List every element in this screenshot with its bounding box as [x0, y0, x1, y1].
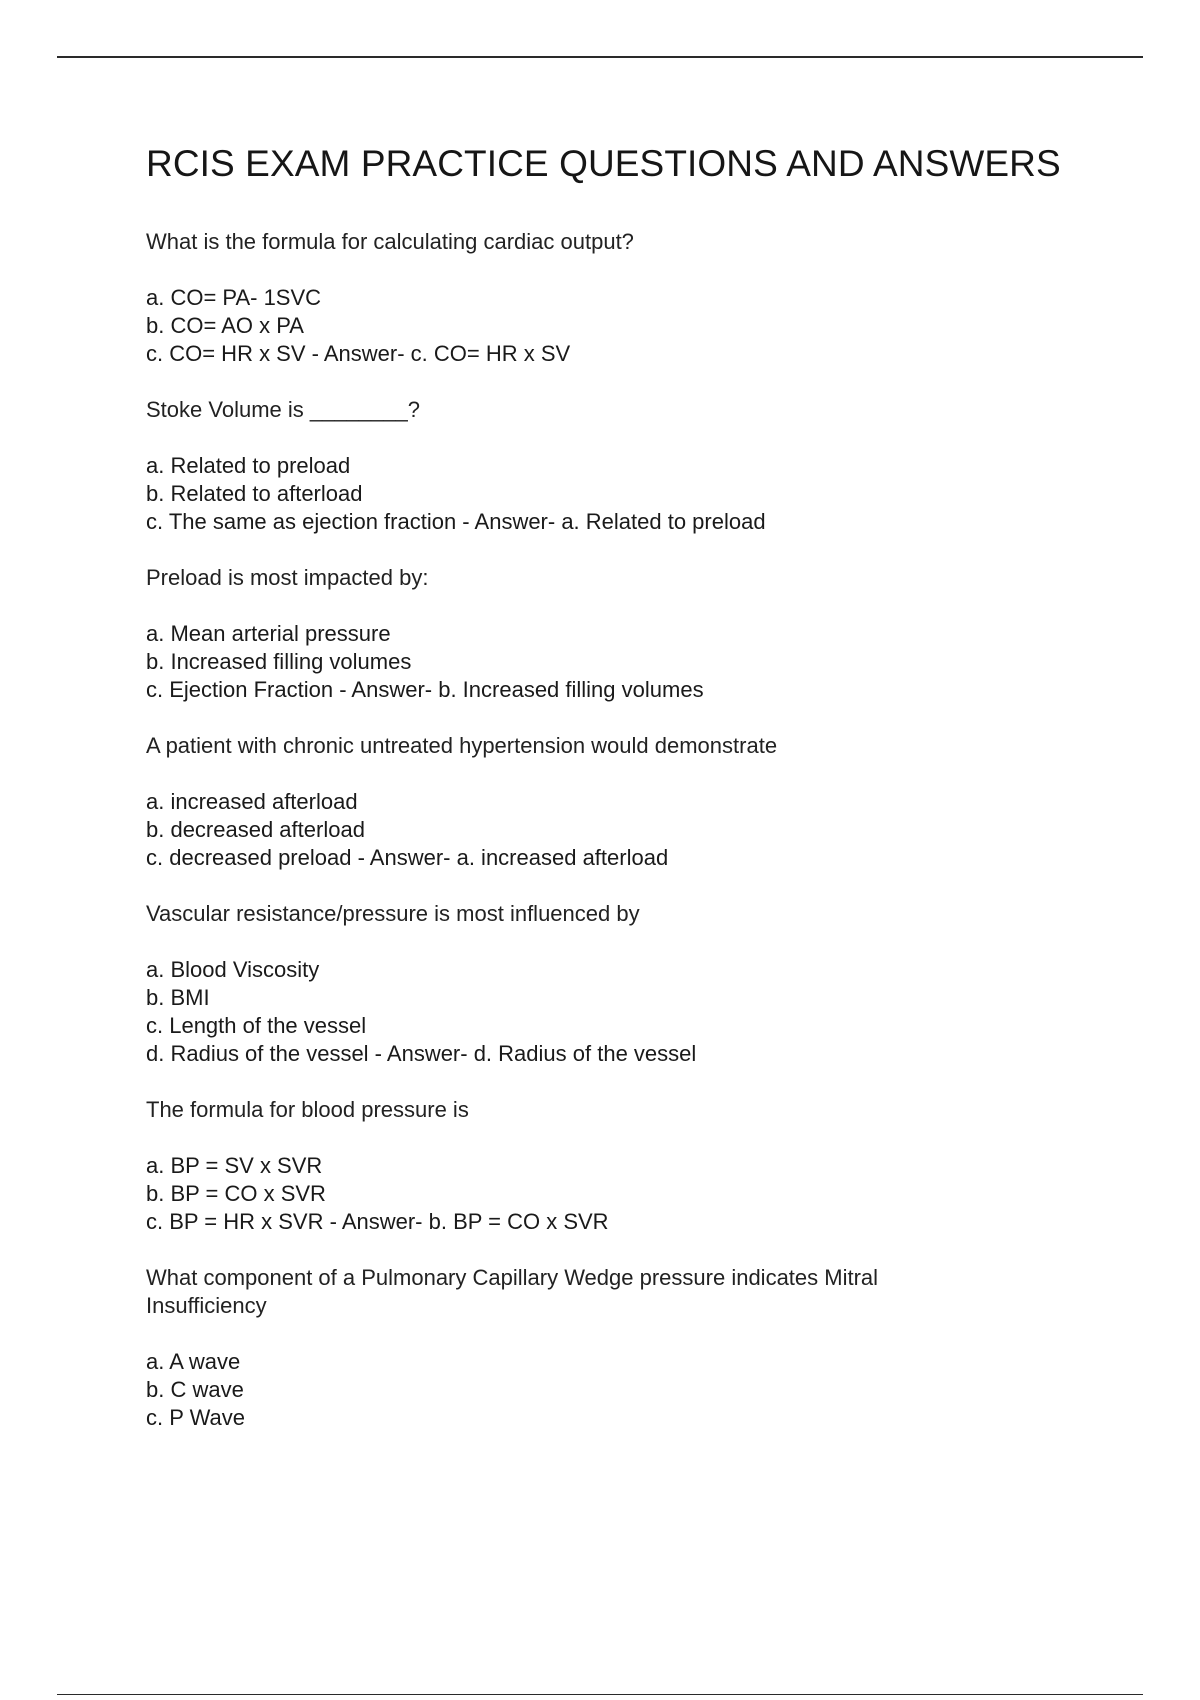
option-item: c. P Wave: [146, 1405, 246, 1430]
question-prompt: Vascular resistance/pressure is most influenced by: [146, 901, 640, 926]
option-item: a. BP = SV x SVR: [146, 1153, 323, 1178]
option-item: b. C wave: [146, 1377, 244, 1402]
option-item: d. Radius of the vessel - Answer- d. Radius of the vessel: [146, 1041, 697, 1066]
question-prompt: A patient with chronic untreated hypertension would demonstrate: [146, 733, 778, 758]
option-item: a. Mean arterial pressure: [146, 621, 391, 646]
option-item: c. Length of the vessel: [146, 1013, 367, 1038]
option-item: b. BMI: [146, 985, 210, 1010]
option-list: [146, 452, 1106, 536]
option-list: [146, 1348, 1106, 1432]
option-list: [146, 788, 1106, 872]
question-block-6: [146, 1096, 1106, 1236]
option-item: a. A wave: [146, 1349, 241, 1374]
option-item: a. CO= PA- 1SVC: [146, 285, 322, 310]
footer-rule: [57, 1694, 1143, 1695]
option-item: c. BP = HR x SVR - Answer- b. BP = CO x SVR: [146, 1209, 609, 1234]
question-list: [146, 228, 1106, 1460]
question-block-5: [146, 900, 1106, 1068]
option-list: [146, 620, 1106, 704]
option-item: c. The same as ejection fraction - Answer- a. Related to preload: [146, 509, 766, 534]
question-block-1: [146, 228, 1106, 368]
question-prompt: Preload is most impacted by:: [146, 565, 429, 590]
question-prompt: What is the formula for calculating cardiac output?: [146, 229, 634, 254]
question-block-4: [146, 732, 1106, 872]
question-block-3: [146, 564, 1106, 704]
option-item: a. Blood Viscosity: [146, 957, 320, 982]
header-rule: [57, 56, 1143, 58]
option-list: [146, 1152, 1106, 1236]
option-item: b. BP = CO x SVR: [146, 1181, 326, 1206]
option-item: b. Related to afterload: [146, 481, 363, 506]
question-block-2: [146, 396, 1106, 536]
option-item: c. CO= HR x SV - Answer- c. CO= HR x SV: [146, 341, 571, 366]
option-item: b. decreased afterload: [146, 817, 365, 842]
page-title: RCIS EXAM PRACTICE QUESTIONS AND ANSWERS: [146, 143, 1061, 184]
question-prompt: Stoke Volume is ________?: [146, 397, 420, 422]
option-item: c. Ejection Fraction - Answer- b. Increased filling volumes: [146, 677, 704, 702]
option-list: [146, 284, 1106, 368]
option-item: b. CO= AO x PA: [146, 313, 304, 338]
question-prompt: The formula for blood pressure is: [146, 1097, 469, 1122]
option-list: [146, 956, 1106, 1068]
option-item: b. Increased filling volumes: [146, 649, 412, 674]
option-item: c. decreased preload - Answer- a. increased afterload: [146, 845, 669, 870]
question-block-7: [146, 1264, 1106, 1432]
question-prompt: What component of a Pulmonary Capillary Wedge pressure indicates Mitral Insufficiency: [146, 1265, 879, 1318]
option-item: a. Related to preload: [146, 453, 351, 478]
option-item: a. increased afterload: [146, 789, 358, 814]
